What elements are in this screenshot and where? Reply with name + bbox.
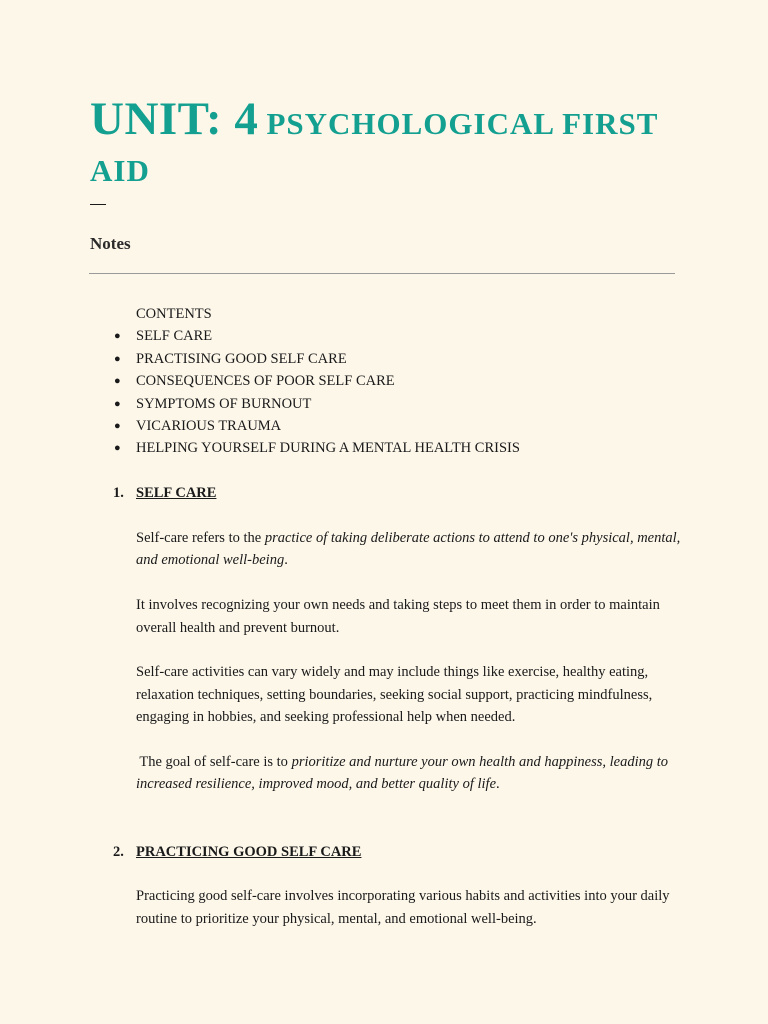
- page-title: [90, 93, 690, 194]
- paragraph-text: The goal of self-care is to: [136, 754, 292, 771]
- bullet-icon: ●: [114, 420, 121, 433]
- section-number: 1.: [113, 485, 124, 502]
- title-unit: UNIT: 4: [90, 93, 259, 145]
- section-heading-text: PRACTICING GOOD SELF CARE: [136, 843, 362, 860]
- paragraph: Practicing good self-care involves incorporating various habits and activities into your daily routine to prioritize your physical, mental, and emotional well-being.: [136, 888, 670, 927]
- section-heading-text: SELF CARE: [136, 485, 217, 502]
- bullet-icon: ●: [114, 375, 121, 388]
- list-item: [114, 325, 681, 347]
- contents-item-label: SELF CARE: [136, 328, 213, 345]
- notes-label: Notes: [90, 234, 131, 253]
- paragraph: It involves recognizing your own needs and taking steps to meet them in order to maintain overall health and prevent burnout.: [136, 597, 660, 636]
- list-item: [114, 348, 681, 370]
- title-topic-line1: PSYCHOLOGICAL FIRST: [266, 106, 659, 141]
- horizontal-rule: [89, 273, 675, 274]
- list-item: [114, 415, 681, 437]
- bullet-icon: ●: [114, 397, 121, 410]
- paragraph-text: .: [284, 552, 288, 569]
- title-dash-divider: [90, 204, 106, 205]
- contents-item-label: HELPING YOURSELF DURING A MENTAL HEALTH CRISIS: [136, 440, 520, 457]
- paragraph: [136, 751, 681, 796]
- contents-item-label: CONSEQUENCES OF POOR SELF CARE: [136, 373, 395, 390]
- title-topic-line2: AID: [90, 153, 150, 188]
- contents-label: CONTENTS: [136, 306, 212, 322]
- section-heading: [113, 482, 681, 504]
- list-item: [114, 370, 681, 392]
- bullet-icon: ●: [114, 442, 121, 455]
- paragraph-emphasis: prioritize and nurture your own health and happiness, leading to increased resilience, improved mood, and better quality of life: [136, 754, 669, 793]
- paragraph: [136, 527, 681, 572]
- contents-list: [114, 325, 681, 459]
- bullet-icon: ●: [114, 352, 121, 365]
- section-heading: [113, 841, 681, 863]
- list-item: [114, 437, 681, 459]
- paragraph-text: Self-care refers to the: [136, 530, 265, 547]
- contents-item-label: SYMPTOMS OF BURNOUT: [136, 395, 312, 412]
- section-number: 2.: [113, 843, 124, 860]
- bullet-icon: ●: [114, 330, 121, 343]
- paragraph-text: .: [496, 776, 500, 793]
- document-body: [113, 303, 681, 930]
- contents-item-label: PRACTISING GOOD SELF CARE: [136, 350, 347, 367]
- paragraph-emphasis: practice of taking deliberate actions to attend to one's physical, mental, and emotional well-being: [136, 530, 681, 569]
- list-item: [114, 393, 681, 415]
- contents-item-label: VICARIOUS TRAUMA: [136, 418, 282, 435]
- paragraph: Self-care activities can vary widely and may include things like exercise, healthy eating, relaxation techniques, setting boundaries, seeking social support, practicing mindfulness, engaging in hobbies, and seeking professional help when needed.: [136, 664, 653, 726]
